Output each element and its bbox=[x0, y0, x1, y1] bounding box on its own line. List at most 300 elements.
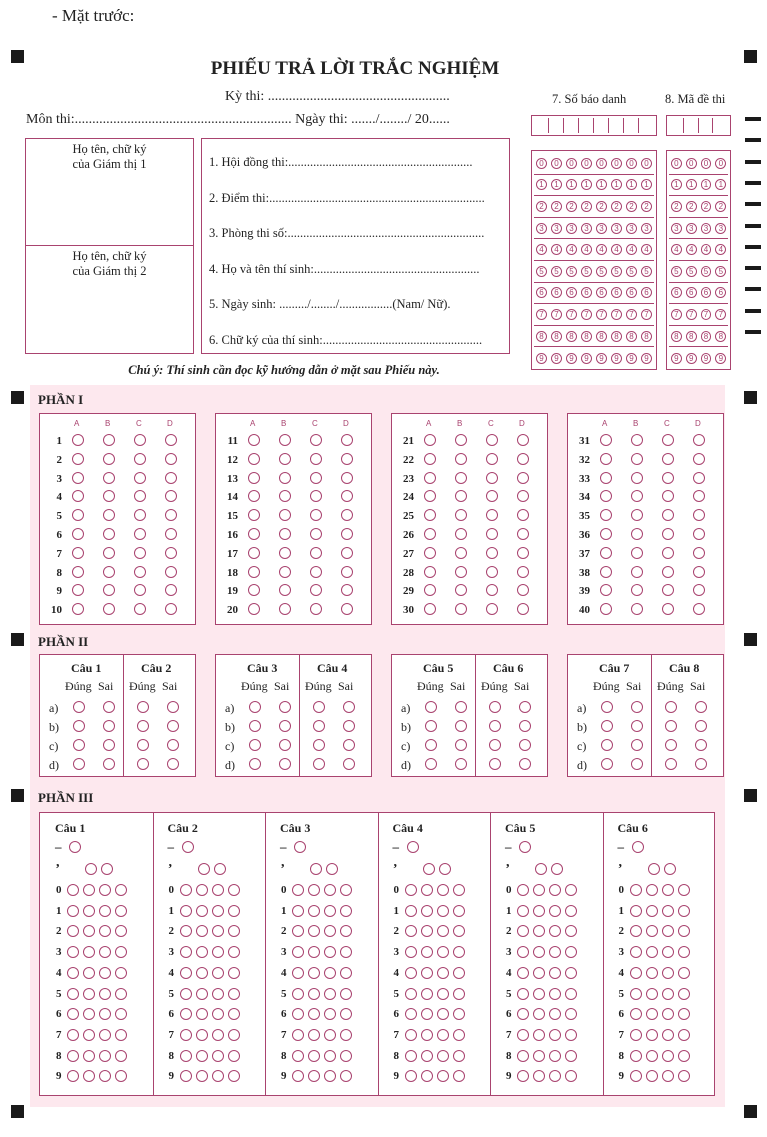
digit-bubble[interactable] bbox=[662, 884, 674, 896]
digit-bubble[interactable] bbox=[67, 1029, 79, 1041]
sbd-bubble[interactable]: 2 bbox=[626, 201, 637, 212]
made-bubble[interactable]: 5 bbox=[671, 266, 682, 277]
answer-bubble[interactable] bbox=[455, 547, 467, 559]
sbd-bubble[interactable]: 9 bbox=[536, 353, 547, 364]
answer-bubble[interactable] bbox=[310, 528, 322, 540]
made-bubble[interactable]: 2 bbox=[671, 201, 682, 212]
answer-bubble[interactable] bbox=[310, 472, 322, 484]
digit-bubble[interactable] bbox=[292, 967, 304, 979]
sbd-bubble[interactable]: 8 bbox=[536, 331, 547, 342]
sbd-bubble[interactable]: 2 bbox=[551, 201, 562, 212]
sbd-bubble[interactable]: 1 bbox=[566, 179, 577, 190]
false-bubble[interactable] bbox=[103, 739, 115, 751]
sbd-bubble[interactable]: 2 bbox=[536, 201, 547, 212]
digit-bubble[interactable] bbox=[533, 905, 545, 917]
digit-bubble[interactable] bbox=[421, 946, 433, 958]
digit-bubble[interactable] bbox=[565, 988, 577, 1000]
sbd-digit-cell[interactable] bbox=[564, 118, 579, 133]
digit-bubble[interactable] bbox=[324, 1070, 336, 1082]
answer-bubble[interactable] bbox=[600, 434, 612, 446]
answer-bubble[interactable] bbox=[455, 509, 467, 521]
digit-bubble[interactable] bbox=[180, 1070, 192, 1082]
made-bubble[interactable]: 5 bbox=[701, 266, 712, 277]
answer-bubble[interactable] bbox=[424, 434, 436, 446]
sbd-bubble[interactable]: 4 bbox=[551, 244, 562, 255]
answer-bubble[interactable] bbox=[248, 547, 260, 559]
made-bubble[interactable]: 1 bbox=[715, 179, 726, 190]
digit-bubble[interactable] bbox=[308, 905, 320, 917]
made-bubble[interactable]: 7 bbox=[671, 309, 682, 320]
digit-bubble[interactable] bbox=[565, 1008, 577, 1020]
digit-bubble[interactable] bbox=[678, 967, 690, 979]
answer-bubble[interactable] bbox=[662, 584, 674, 596]
answer-bubble[interactable] bbox=[279, 528, 291, 540]
sbd-bubble[interactable]: 7 bbox=[626, 309, 637, 320]
digit-bubble[interactable] bbox=[517, 905, 529, 917]
answer-bubble[interactable] bbox=[693, 528, 705, 540]
false-bubble[interactable] bbox=[279, 739, 291, 751]
digit-bubble[interactable] bbox=[453, 1050, 465, 1062]
digit-bubble[interactable] bbox=[453, 905, 465, 917]
false-bubble[interactable] bbox=[695, 758, 707, 770]
digit-bubble[interactable] bbox=[630, 905, 642, 917]
true-bubble[interactable] bbox=[73, 739, 85, 751]
digit-bubble[interactable] bbox=[662, 905, 674, 917]
digit-bubble[interactable] bbox=[324, 1050, 336, 1062]
answer-bubble[interactable] bbox=[486, 453, 498, 465]
made-bubble[interactable]: 0 bbox=[671, 158, 682, 169]
digit-bubble[interactable] bbox=[228, 946, 240, 958]
false-bubble[interactable] bbox=[343, 758, 355, 770]
digit-bubble[interactable] bbox=[324, 1029, 336, 1041]
answer-bubble[interactable] bbox=[517, 434, 529, 446]
answer-bubble[interactable] bbox=[424, 528, 436, 540]
minus-bubble[interactable] bbox=[519, 841, 531, 853]
sbd-bubble[interactable]: 1 bbox=[536, 179, 547, 190]
digit-bubble[interactable] bbox=[340, 884, 352, 896]
digit-bubble[interactable] bbox=[99, 1008, 111, 1020]
digit-bubble[interactable] bbox=[67, 988, 79, 1000]
digit-bubble[interactable] bbox=[549, 1029, 561, 1041]
digit-bubble[interactable] bbox=[646, 1070, 658, 1082]
sbd-digit-cell[interactable] bbox=[549, 118, 564, 133]
answer-bubble[interactable] bbox=[134, 434, 146, 446]
answer-bubble[interactable] bbox=[424, 566, 436, 578]
digit-bubble[interactable] bbox=[212, 1029, 224, 1041]
digit-bubble[interactable] bbox=[228, 884, 240, 896]
digit-bubble[interactable] bbox=[292, 1050, 304, 1062]
answer-bubble[interactable] bbox=[455, 453, 467, 465]
digit-bubble[interactable] bbox=[340, 967, 352, 979]
true-bubble[interactable] bbox=[425, 739, 437, 751]
true-bubble[interactable] bbox=[73, 701, 85, 713]
sbd-bubble[interactable]: 3 bbox=[536, 223, 547, 234]
comma-bubble[interactable] bbox=[85, 863, 97, 875]
false-bubble[interactable] bbox=[279, 758, 291, 770]
answer-bubble[interactable] bbox=[517, 603, 529, 615]
digit-bubble[interactable] bbox=[83, 925, 95, 937]
false-bubble[interactable] bbox=[167, 758, 179, 770]
digit-bubble[interactable] bbox=[324, 967, 336, 979]
true-bubble[interactable] bbox=[601, 758, 613, 770]
minus-bubble[interactable] bbox=[69, 841, 81, 853]
answer-bubble[interactable] bbox=[486, 547, 498, 559]
digit-bubble[interactable] bbox=[662, 925, 674, 937]
true-bubble[interactable] bbox=[665, 720, 677, 732]
sbd-bubble[interactable]: 0 bbox=[581, 158, 592, 169]
answer-bubble[interactable] bbox=[165, 434, 177, 446]
made-bubble[interactable]: 5 bbox=[686, 266, 697, 277]
true-bubble[interactable] bbox=[425, 701, 437, 713]
comma-bubble[interactable] bbox=[326, 863, 338, 875]
made-bubble[interactable]: 6 bbox=[686, 287, 697, 298]
comma-bubble[interactable] bbox=[439, 863, 451, 875]
sbd-bubble[interactable]: 9 bbox=[641, 353, 652, 364]
sbd-bubble[interactable]: 4 bbox=[641, 244, 652, 255]
digit-bubble[interactable] bbox=[646, 1050, 658, 1062]
answer-bubble[interactable] bbox=[693, 603, 705, 615]
answer-bubble[interactable] bbox=[72, 509, 84, 521]
digit-bubble[interactable] bbox=[196, 967, 208, 979]
answer-bubble[interactable] bbox=[424, 490, 436, 502]
digit-bubble[interactable] bbox=[437, 884, 449, 896]
digit-bubble[interactable] bbox=[565, 1029, 577, 1041]
digit-bubble[interactable] bbox=[405, 1070, 417, 1082]
digit-bubble[interactable] bbox=[678, 988, 690, 1000]
sbd-digit-cell[interactable] bbox=[594, 118, 609, 133]
digit-bubble[interactable] bbox=[437, 946, 449, 958]
digit-bubble[interactable] bbox=[662, 988, 674, 1000]
digit-bubble[interactable] bbox=[340, 988, 352, 1000]
digit-bubble[interactable] bbox=[517, 925, 529, 937]
sbd-bubble[interactable]: 7 bbox=[551, 309, 562, 320]
comma-bubble[interactable] bbox=[535, 863, 547, 875]
digit-bubble[interactable] bbox=[180, 1050, 192, 1062]
true-bubble[interactable] bbox=[313, 739, 325, 751]
false-bubble[interactable] bbox=[695, 701, 707, 713]
answer-bubble[interactable] bbox=[248, 584, 260, 596]
digit-bubble[interactable] bbox=[517, 1050, 529, 1062]
sbd-bubble[interactable]: 7 bbox=[566, 309, 577, 320]
digit-bubble[interactable] bbox=[549, 946, 561, 958]
answer-bubble[interactable] bbox=[279, 566, 291, 578]
answer-bubble[interactable] bbox=[248, 509, 260, 521]
digit-bubble[interactable] bbox=[662, 967, 674, 979]
true-bubble[interactable] bbox=[73, 758, 85, 770]
digit-bubble[interactable] bbox=[565, 884, 577, 896]
answer-bubble[interactable] bbox=[455, 528, 467, 540]
true-bubble[interactable] bbox=[601, 720, 613, 732]
digit-bubble[interactable] bbox=[533, 925, 545, 937]
digit-bubble[interactable] bbox=[340, 1008, 352, 1020]
answer-bubble[interactable] bbox=[631, 584, 643, 596]
answer-bubble[interactable] bbox=[600, 490, 612, 502]
answer-bubble[interactable] bbox=[693, 547, 705, 559]
sbd-bubble[interactable]: 9 bbox=[596, 353, 607, 364]
digit-bubble[interactable] bbox=[453, 1070, 465, 1082]
sbd-bubble[interactable]: 9 bbox=[581, 353, 592, 364]
digit-bubble[interactable] bbox=[308, 1008, 320, 1020]
true-bubble[interactable] bbox=[137, 739, 149, 751]
digit-bubble[interactable] bbox=[292, 905, 304, 917]
digit-bubble[interactable] bbox=[83, 1008, 95, 1020]
answer-bubble[interactable] bbox=[631, 434, 643, 446]
digit-bubble[interactable] bbox=[517, 1029, 529, 1041]
answer-bubble[interactable] bbox=[341, 603, 353, 615]
digit-bubble[interactable] bbox=[421, 925, 433, 937]
false-bubble[interactable] bbox=[519, 739, 531, 751]
digit-bubble[interactable] bbox=[228, 1070, 240, 1082]
answer-bubble[interactable] bbox=[165, 509, 177, 521]
true-bubble[interactable] bbox=[601, 739, 613, 751]
answer-bubble[interactable] bbox=[600, 547, 612, 559]
digit-bubble[interactable] bbox=[453, 1008, 465, 1020]
digit-bubble[interactable] bbox=[678, 925, 690, 937]
digit-bubble[interactable] bbox=[308, 1050, 320, 1062]
digit-bubble[interactable] bbox=[517, 988, 529, 1000]
minus-bubble[interactable] bbox=[294, 841, 306, 853]
sbd-bubble[interactable]: 9 bbox=[626, 353, 637, 364]
answer-bubble[interactable] bbox=[165, 472, 177, 484]
digit-bubble[interactable] bbox=[533, 1008, 545, 1020]
answer-bubble[interactable] bbox=[134, 528, 146, 540]
digit-bubble[interactable] bbox=[630, 988, 642, 1000]
answer-bubble[interactable] bbox=[165, 490, 177, 502]
sbd-bubble[interactable]: 9 bbox=[566, 353, 577, 364]
answer-bubble[interactable] bbox=[600, 472, 612, 484]
digit-bubble[interactable] bbox=[549, 1050, 561, 1062]
comma-bubble[interactable] bbox=[551, 863, 563, 875]
digit-bubble[interactable] bbox=[180, 988, 192, 1000]
digit-bubble[interactable] bbox=[678, 1070, 690, 1082]
digit-bubble[interactable] bbox=[212, 946, 224, 958]
made-bubble[interactable]: 9 bbox=[715, 353, 726, 364]
comma-bubble[interactable] bbox=[310, 863, 322, 875]
answer-bubble[interactable] bbox=[165, 453, 177, 465]
digit-bubble[interactable] bbox=[292, 925, 304, 937]
sbd-bubble[interactable]: 3 bbox=[581, 223, 592, 234]
true-bubble[interactable] bbox=[425, 720, 437, 732]
digit-bubble[interactable] bbox=[405, 884, 417, 896]
made-bubble[interactable]: 3 bbox=[701, 223, 712, 234]
digit-bubble[interactable] bbox=[308, 884, 320, 896]
minus-bubble[interactable] bbox=[407, 841, 419, 853]
digit-bubble[interactable] bbox=[533, 946, 545, 958]
digit-bubble[interactable] bbox=[340, 946, 352, 958]
answer-bubble[interactable] bbox=[424, 584, 436, 596]
digit-bubble[interactable] bbox=[115, 1070, 127, 1082]
sbd-bubble[interactable]: 1 bbox=[626, 179, 637, 190]
answer-bubble[interactable] bbox=[165, 584, 177, 596]
answer-bubble[interactable] bbox=[279, 547, 291, 559]
answer-bubble[interactable] bbox=[279, 434, 291, 446]
true-bubble[interactable] bbox=[137, 720, 149, 732]
digit-bubble[interactable] bbox=[517, 946, 529, 958]
sbd-bubble[interactable]: 3 bbox=[641, 223, 652, 234]
digit-bubble[interactable] bbox=[453, 946, 465, 958]
digit-bubble[interactable] bbox=[662, 1029, 674, 1041]
digit-bubble[interactable] bbox=[517, 967, 529, 979]
digit-bubble[interactable] bbox=[453, 988, 465, 1000]
digit-bubble[interactable] bbox=[533, 1029, 545, 1041]
sbd-bubble[interactable]: 6 bbox=[566, 287, 577, 298]
answer-bubble[interactable] bbox=[517, 490, 529, 502]
digit-bubble[interactable] bbox=[678, 884, 690, 896]
answer-bubble[interactable] bbox=[279, 490, 291, 502]
made-bubble[interactable]: 3 bbox=[715, 223, 726, 234]
digit-bubble[interactable] bbox=[340, 1070, 352, 1082]
answer-bubble[interactable] bbox=[279, 603, 291, 615]
made-digit-cell[interactable] bbox=[669, 118, 684, 133]
answer-bubble[interactable] bbox=[310, 490, 322, 502]
true-bubble[interactable] bbox=[249, 739, 261, 751]
digit-bubble[interactable] bbox=[99, 884, 111, 896]
answer-bubble[interactable] bbox=[455, 490, 467, 502]
answer-bubble[interactable] bbox=[248, 566, 260, 578]
sbd-bubble[interactable]: 8 bbox=[641, 331, 652, 342]
digit-bubble[interactable] bbox=[678, 1029, 690, 1041]
digit-bubble[interactable] bbox=[99, 967, 111, 979]
sbd-digit-cell[interactable] bbox=[579, 118, 594, 133]
digit-bubble[interactable] bbox=[533, 1050, 545, 1062]
digit-bubble[interactable] bbox=[212, 925, 224, 937]
false-bubble[interactable] bbox=[631, 758, 643, 770]
false-bubble[interactable] bbox=[103, 758, 115, 770]
answer-bubble[interactable] bbox=[631, 490, 643, 502]
answer-bubble[interactable] bbox=[517, 509, 529, 521]
sbd-bubble[interactable]: 4 bbox=[611, 244, 622, 255]
made-digit-cell[interactable] bbox=[699, 118, 714, 133]
answer-bubble[interactable] bbox=[134, 603, 146, 615]
answer-bubble[interactable] bbox=[517, 528, 529, 540]
digit-bubble[interactable] bbox=[453, 884, 465, 896]
answer-bubble[interactable] bbox=[631, 472, 643, 484]
answer-bubble[interactable] bbox=[600, 584, 612, 596]
answer-bubble[interactable] bbox=[631, 528, 643, 540]
comma-bubble[interactable] bbox=[423, 863, 435, 875]
digit-bubble[interactable] bbox=[437, 988, 449, 1000]
answer-bubble[interactable] bbox=[103, 490, 115, 502]
digit-bubble[interactable] bbox=[308, 988, 320, 1000]
answer-bubble[interactable] bbox=[248, 453, 260, 465]
made-bubble[interactable]: 3 bbox=[671, 223, 682, 234]
digit-bubble[interactable] bbox=[99, 988, 111, 1000]
answer-bubble[interactable] bbox=[103, 472, 115, 484]
made-bubble[interactable]: 4 bbox=[671, 244, 682, 255]
sbd-bubble[interactable]: 9 bbox=[551, 353, 562, 364]
answer-bubble[interactable] bbox=[72, 434, 84, 446]
answer-bubble[interactable] bbox=[72, 453, 84, 465]
digit-bubble[interactable] bbox=[630, 967, 642, 979]
sbd-bubble[interactable]: 5 bbox=[596, 266, 607, 277]
digit-bubble[interactable] bbox=[421, 884, 433, 896]
answer-bubble[interactable] bbox=[103, 566, 115, 578]
true-bubble[interactable] bbox=[249, 720, 261, 732]
answer-bubble[interactable] bbox=[72, 472, 84, 484]
digit-bubble[interactable] bbox=[405, 1008, 417, 1020]
digit-bubble[interactable] bbox=[67, 946, 79, 958]
true-bubble[interactable] bbox=[489, 720, 501, 732]
digit-bubble[interactable] bbox=[196, 905, 208, 917]
sbd-bubble[interactable]: 4 bbox=[536, 244, 547, 255]
digit-bubble[interactable] bbox=[340, 1029, 352, 1041]
made-bubble[interactable]: 9 bbox=[671, 353, 682, 364]
digit-bubble[interactable] bbox=[228, 1008, 240, 1020]
sbd-bubble[interactable]: 8 bbox=[581, 331, 592, 342]
digit-bubble[interactable] bbox=[196, 1008, 208, 1020]
digit-bubble[interactable] bbox=[196, 946, 208, 958]
answer-bubble[interactable] bbox=[662, 528, 674, 540]
true-bubble[interactable] bbox=[73, 720, 85, 732]
made-bubble[interactable]: 1 bbox=[701, 179, 712, 190]
sbd-bubble[interactable]: 2 bbox=[566, 201, 577, 212]
digit-bubble[interactable] bbox=[421, 1029, 433, 1041]
true-bubble[interactable] bbox=[313, 701, 325, 713]
sbd-bubble[interactable]: 7 bbox=[581, 309, 592, 320]
digit-bubble[interactable] bbox=[324, 1008, 336, 1020]
answer-bubble[interactable] bbox=[248, 434, 260, 446]
answer-bubble[interactable] bbox=[486, 603, 498, 615]
digit-bubble[interactable] bbox=[405, 1029, 417, 1041]
answer-bubble[interactable] bbox=[486, 584, 498, 596]
true-bubble[interactable] bbox=[137, 701, 149, 713]
answer-bubble[interactable] bbox=[72, 528, 84, 540]
digit-bubble[interactable] bbox=[228, 905, 240, 917]
digit-bubble[interactable] bbox=[630, 946, 642, 958]
answer-bubble[interactable] bbox=[662, 434, 674, 446]
false-bubble[interactable] bbox=[167, 739, 179, 751]
answer-bubble[interactable] bbox=[279, 584, 291, 596]
answer-bubble[interactable] bbox=[341, 547, 353, 559]
sbd-digit-cell[interactable] bbox=[639, 118, 654, 133]
answer-bubble[interactable] bbox=[631, 547, 643, 559]
digit-bubble[interactable] bbox=[549, 1008, 561, 1020]
answer-bubble[interactable] bbox=[662, 547, 674, 559]
sbd-bubble[interactable]: 0 bbox=[626, 158, 637, 169]
digit-bubble[interactable] bbox=[228, 1029, 240, 1041]
answer-bubble[interactable] bbox=[662, 603, 674, 615]
answer-bubble[interactable] bbox=[165, 566, 177, 578]
digit-bubble[interactable] bbox=[517, 1008, 529, 1020]
digit-bubble[interactable] bbox=[308, 925, 320, 937]
digit-bubble[interactable] bbox=[180, 946, 192, 958]
digit-bubble[interactable] bbox=[115, 1050, 127, 1062]
digit-bubble[interactable] bbox=[405, 988, 417, 1000]
digit-bubble[interactable] bbox=[678, 905, 690, 917]
answer-bubble[interactable] bbox=[662, 509, 674, 521]
digit-bubble[interactable] bbox=[678, 946, 690, 958]
digit-bubble[interactable] bbox=[646, 1008, 658, 1020]
false-bubble[interactable] bbox=[455, 720, 467, 732]
answer-bubble[interactable] bbox=[455, 584, 467, 596]
answer-bubble[interactable] bbox=[341, 528, 353, 540]
digit-bubble[interactable] bbox=[646, 988, 658, 1000]
digit-bubble[interactable] bbox=[437, 905, 449, 917]
digit-bubble[interactable] bbox=[99, 1050, 111, 1062]
digit-bubble[interactable] bbox=[646, 946, 658, 958]
minus-bubble[interactable] bbox=[182, 841, 194, 853]
false-bubble[interactable] bbox=[103, 720, 115, 732]
digit-bubble[interactable] bbox=[646, 1029, 658, 1041]
answer-bubble[interactable] bbox=[486, 434, 498, 446]
true-bubble[interactable] bbox=[425, 758, 437, 770]
digit-bubble[interactable] bbox=[292, 1008, 304, 1020]
digit-bubble[interactable] bbox=[83, 946, 95, 958]
answer-bubble[interactable] bbox=[72, 566, 84, 578]
sbd-bubble[interactable]: 5 bbox=[566, 266, 577, 277]
answer-bubble[interactable] bbox=[693, 472, 705, 484]
digit-bubble[interactable] bbox=[421, 1050, 433, 1062]
